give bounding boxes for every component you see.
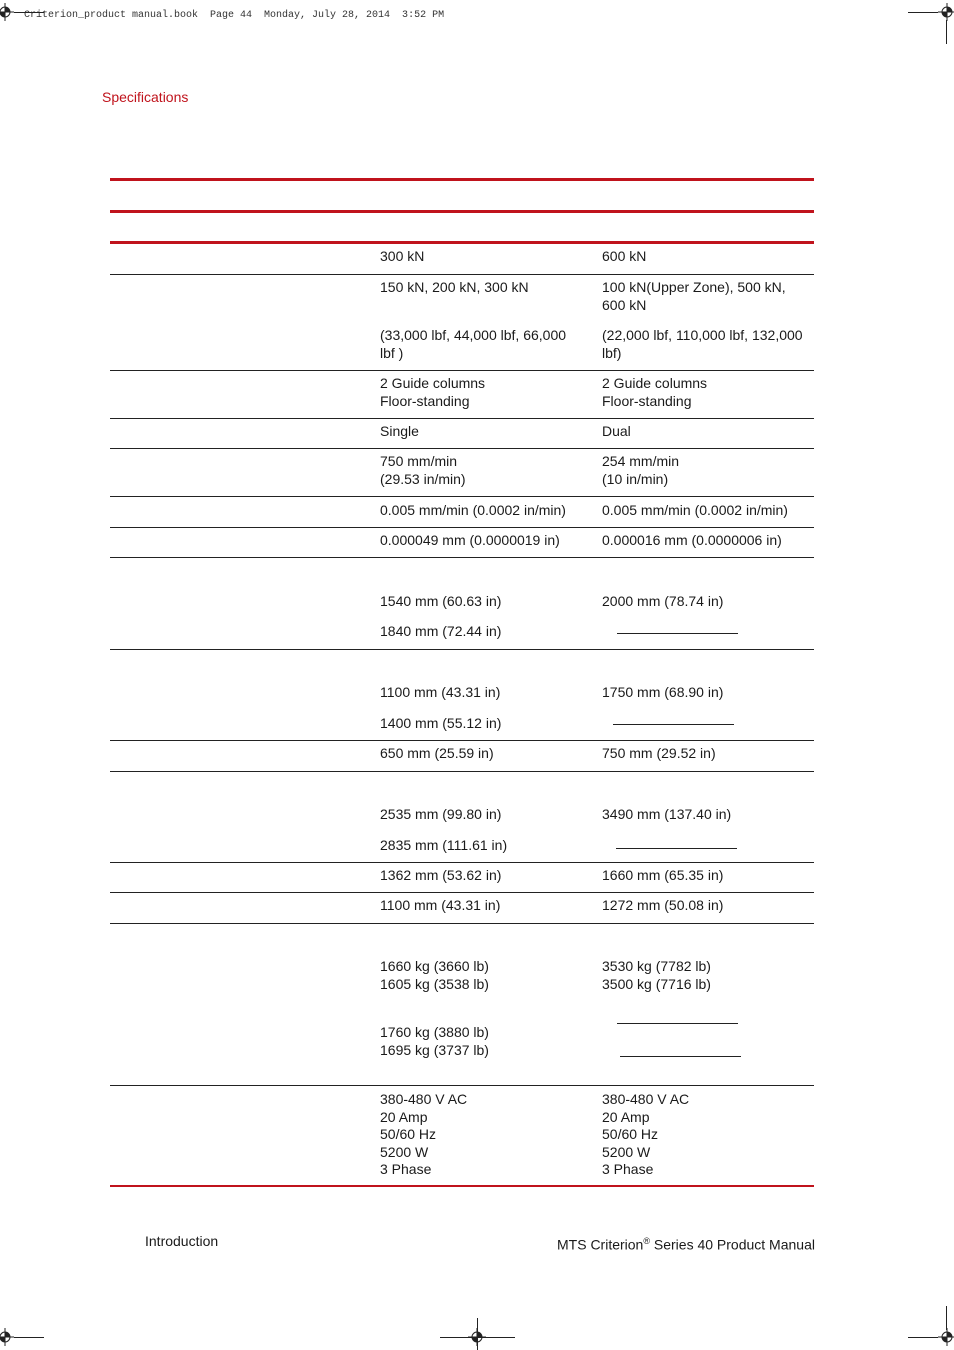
crop-line — [14, 1337, 44, 1338]
empty-value-line — [617, 633, 738, 634]
table-row — [110, 419, 814, 449]
table-cell: 2 Guide columns — [380, 375, 486, 391]
table-cell: 1605 kg (3538 lb) — [380, 976, 489, 992]
table-cell: Dual — [602, 423, 631, 439]
table-cell: 750 mm (29.52 in) — [602, 745, 716, 761]
table-cell: 2835 mm (111.61 in) — [380, 837, 508, 853]
registration-mark-icon — [938, 1328, 954, 1346]
table-row — [110, 497, 814, 528]
table-cell: 1695 kg (3737 lb) — [380, 1042, 489, 1058]
table-row — [110, 449, 814, 497]
table-cell: 300 kN — [380, 248, 425, 264]
book-stamp: Criterion_product manual.book Page 44 Monday, July 28, 2014 3:52 PM — [24, 10, 445, 21]
table-cell: 100 kN(Upper Zone), 500 kN, 600 kN — [602, 279, 786, 313]
table-cell: 1100 mm (43.31 in) — [380, 684, 501, 700]
registration-mark-icon — [0, 3, 14, 21]
table-row — [110, 1086, 814, 1187]
crop-line — [908, 1337, 938, 1338]
table-row — [110, 244, 814, 275]
table-row — [110, 558, 814, 650]
table-cell: 1272 mm (50.08 in) — [602, 897, 724, 913]
table-row — [110, 772, 814, 863]
table-cell: 50/60 Hz — [602, 1126, 659, 1142]
table-cell: 2 Guide columns — [602, 375, 708, 391]
table-row — [110, 528, 814, 558]
table-cell: 1100 mm (43.31 in) — [380, 897, 501, 913]
table-cell: 600 kN — [602, 248, 647, 264]
empty-value-line — [613, 724, 734, 725]
crop-line — [946, 20, 947, 44]
table-cell: 1362 mm (53.62 in) — [380, 867, 502, 883]
table-row — [110, 275, 814, 371]
table-cell: 1750 mm (68.90 in) — [602, 684, 724, 700]
table-top-rule — [110, 178, 814, 181]
table-cell: 20 Amp — [380, 1108, 428, 1125]
table-row — [110, 741, 814, 772]
footer-manual-title — [557, 1236, 815, 1253]
table-cell: Single — [380, 423, 419, 439]
table-cell: 20 Amp — [602, 1108, 650, 1125]
table-row — [110, 650, 814, 741]
footer-chapter: Introduction — [145, 1233, 219, 1249]
empty-value-line — [617, 1023, 738, 1024]
table-cell: 3530 kg (7782 lb) — [602, 958, 711, 974]
table-cell: 50/60 Hz — [380, 1126, 437, 1142]
footer-manual-prefix: MTS Criterion — [557, 1236, 644, 1253]
table-cell: 1540 mm (60.63 in) — [380, 593, 502, 609]
table-cell: 3 Phase — [602, 1161, 654, 1177]
table-cell: (10 in/min) — [602, 471, 669, 487]
table-cell: 2535 mm (99.80 in) — [380, 806, 502, 822]
table-cell: 1400 mm (55.12 in) — [380, 715, 502, 731]
table-cell: Floor-standing — [380, 393, 470, 409]
table-cell: 1760 kg (3880 lb) — [380, 1024, 489, 1040]
table-cell: 380-480 V AC — [380, 1091, 468, 1107]
table-cell: 2000 mm (78.74 in) — [602, 593, 724, 609]
table-cell: 1660 mm (65.35 in) — [602, 867, 724, 883]
table-cell: 380-480 V AC — [602, 1091, 690, 1107]
table-cell: 254 mm/min — [602, 453, 680, 469]
table-cell: 0.005 mm/min (0.0002 in/min) — [380, 502, 566, 518]
table-row — [110, 371, 814, 419]
table-cell: 0.005 mm/min (0.0002 in/min) — [602, 502, 788, 518]
empty-value-line — [620, 1056, 741, 1057]
crop-line — [946, 1306, 947, 1330]
table-cell: (22,000 lbf, 110,000 lbf, 132,000 lbf) — [602, 327, 803, 361]
table-cell: (29.53 in/min) — [380, 471, 466, 487]
empty-value-line — [616, 848, 737, 849]
crop-line — [14, 12, 44, 13]
table-cell: 1840 mm (72.44 in) — [380, 623, 502, 639]
table-cell: 5200 W — [602, 1143, 651, 1160]
registration-mark-icon — [938, 3, 954, 21]
table-cell: 3500 kg (7716 lb) — [602, 976, 711, 992]
table-row — [110, 863, 814, 893]
registered-mark: ® — [643, 1236, 650, 1246]
table-cell: 3490 mm (137.40 in) — [602, 806, 732, 822]
table-cell: 650 mm (25.59 in) — [380, 745, 494, 761]
table-cell: 150 kN, 200 kN, 300 kN — [380, 279, 529, 295]
registration-mark-icon — [0, 1328, 14, 1346]
table-cell: Floor-standing — [602, 393, 692, 409]
footer-manual-suffix: Series 40 Product Manual — [650, 1236, 815, 1253]
table-cell: 5200 W — [380, 1143, 429, 1160]
table-row — [110, 893, 814, 924]
table-header-rule — [110, 210, 814, 213]
table-cell: (33,000 lbf, 44,000 lbf, 66,000 lbf ) — [380, 327, 567, 361]
table-cell: 1660 kg (3660 lb) — [380, 958, 489, 974]
section-title: Specifications — [102, 89, 189, 105]
crop-line — [908, 12, 938, 13]
table-row — [110, 924, 814, 1086]
table-cell: 0.000016 mm (0.0000006 in) — [602, 532, 782, 548]
table-cell: 750 mm/min — [380, 453, 458, 469]
crop-line — [477, 1318, 478, 1350]
table-cell: 0.000049 mm (0.0000019 in) — [380, 532, 560, 548]
table-cell: 3 Phase — [380, 1161, 432, 1177]
